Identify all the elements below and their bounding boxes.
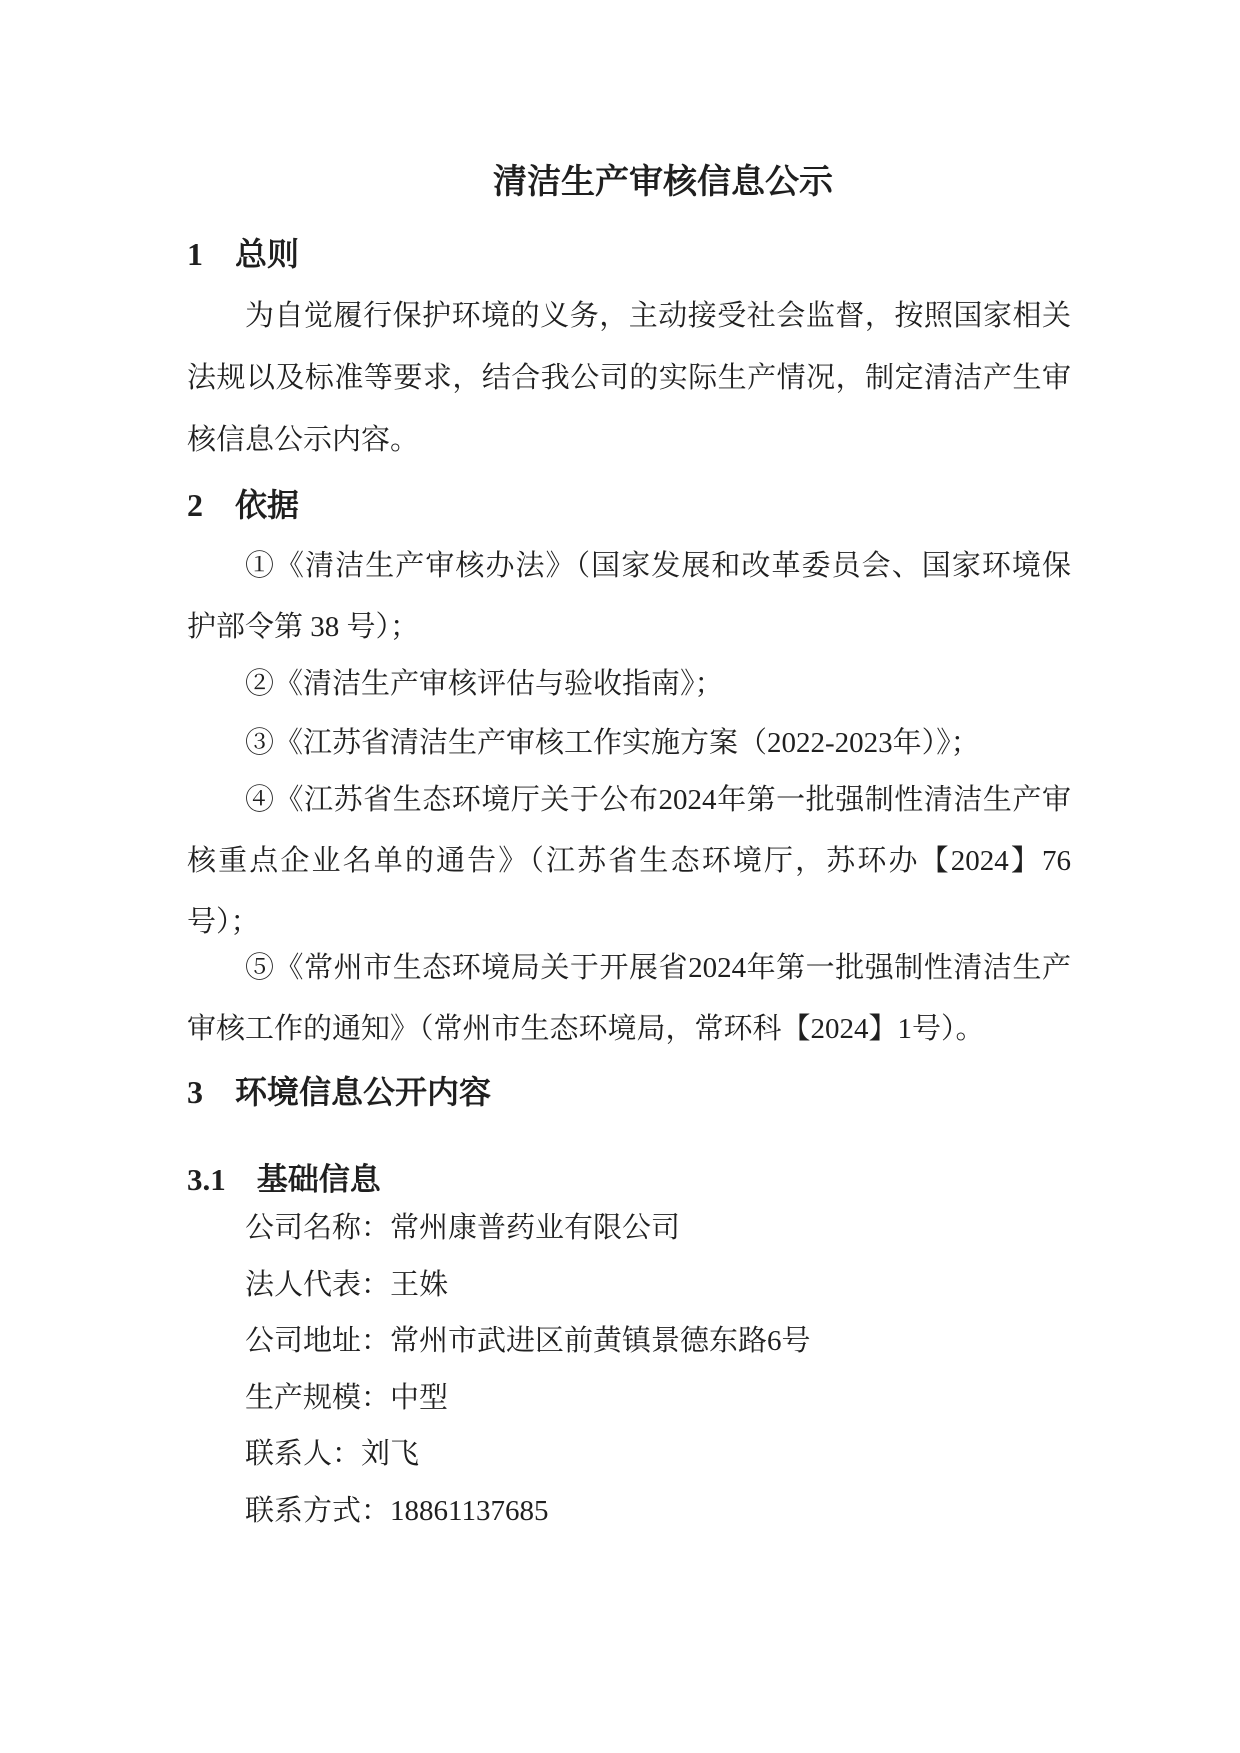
info-value: 18861137685 bbox=[390, 1494, 549, 1527]
info-value: 王姝 bbox=[390, 1268, 449, 1301]
basis-item-1: ①《清洁生产审核办法》（国家发展和改革委员会、国家环境保护部令第 38 号）； bbox=[187, 550, 1071, 643]
info-value: 刘飞 bbox=[361, 1438, 420, 1470]
basis-item-3: ③《江苏省清洁生产审核工作实施方案（2022-2023年）》； bbox=[245, 727, 980, 759]
info-label: 公司地址： bbox=[245, 1325, 391, 1357]
info-line-company-name bbox=[187, 1200, 1071, 1257]
info-value: 中型 bbox=[390, 1381, 449, 1414]
info-line-contact-person bbox=[187, 1426, 1071, 1483]
section-1-paragraph: 为自觉履行保护环境的义务，主动接受社会监督，按照国家相关法规以及标准等要求，结合我公司的实际生产情况，制定清洁产生审核信息公示内容。 bbox=[187, 300, 1071, 456]
section-2-heading: 2 依据 bbox=[187, 487, 300, 523]
basis-item-2: ②《清洁生产审核评估与验收指南》； bbox=[245, 668, 724, 700]
info-label: 生产规模： bbox=[245, 1381, 391, 1414]
section-3-heading: 3 环境信息公开内容 bbox=[187, 1074, 492, 1110]
basis-item-5: ⑤《常州市生态环境局关于开展省2024年第一批强制性清洁生产审核工作的通知》（常州市生态环境局，常环科【2024】1号）。 bbox=[187, 952, 1071, 1045]
info-line-legal-representative bbox=[187, 1257, 1071, 1314]
doc-title: 清洁生产审核信息公示 bbox=[493, 164, 833, 201]
info-line-production-scale bbox=[187, 1370, 1071, 1427]
info-line-contact-phone bbox=[187, 1483, 1071, 1540]
basic-info-list bbox=[187, 1200, 1071, 1539]
info-value: 常州康普药业有限公司 bbox=[390, 1212, 681, 1244]
info-value: 常州市武进区前黄镇景德东路6号 bbox=[390, 1325, 811, 1357]
info-label: 联系方式： bbox=[245, 1494, 391, 1527]
info-label: 公司名称： bbox=[245, 1212, 391, 1244]
basis-item-4: ④《江苏省生态环境厅关于公布2024年第一批强制性清洁生产审核重点企业名单的通告》（江苏省生态环境厅，苏环办【2024】76号）； bbox=[187, 784, 1071, 938]
info-line-company-address bbox=[187, 1313, 1071, 1370]
section-1-heading: 1 总则 bbox=[187, 236, 300, 272]
info-label: 联系人： bbox=[245, 1438, 362, 1470]
section-3-1-heading: 3.1 基础信息 bbox=[187, 1162, 381, 1197]
info-label: 法人代表： bbox=[245, 1268, 391, 1301]
